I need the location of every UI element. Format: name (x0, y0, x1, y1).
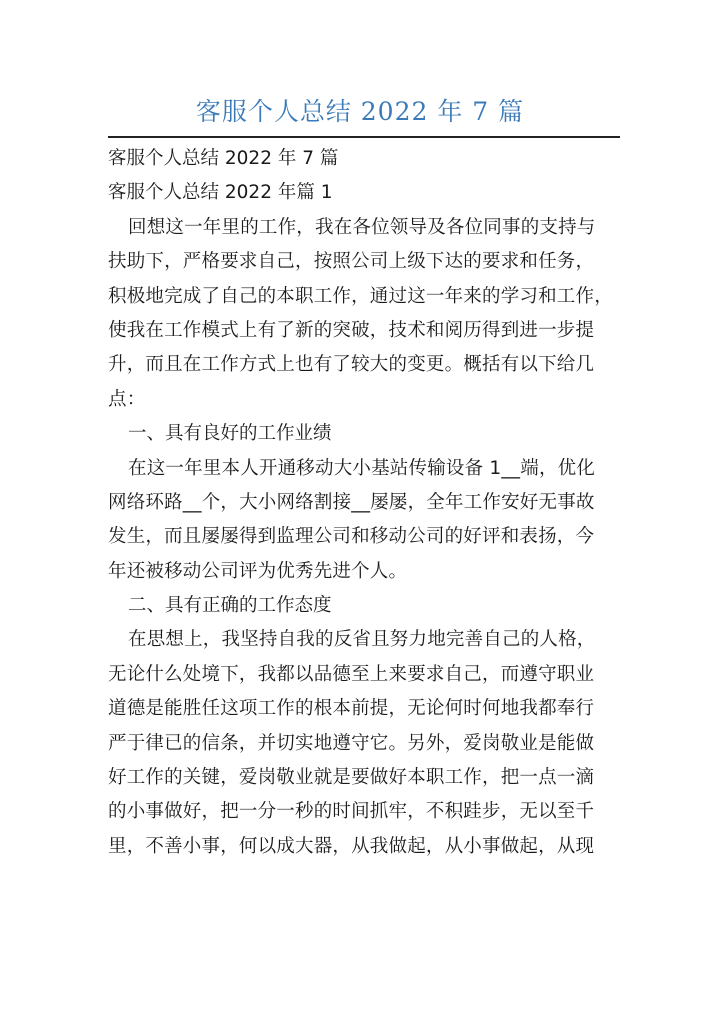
text-line: 严于律已的信条，并切实地遵守它。另外，爱岗敬业是能做 (108, 732, 595, 754)
text-line: 网络环路__个，大小网络割接__屡屡，全年工作安好无事故 (108, 491, 595, 513)
text-line: 扶助下，严格要求自己，按照公司上级下达的要求和任务， (108, 251, 595, 273)
subtitle: 客服个人总结 2022 年 7 篇 (108, 148, 339, 169)
document-body (108, 142, 624, 864)
document-title: 客服个人总结 2022 年 7 篇 (195, 97, 525, 126)
text-line: 道德是能胜任这项工作的根本前提，无论何时何地我都奉行 (108, 698, 595, 720)
text-line: 回想这一年里的工作，我在各位领导及各位同事的支持与 (128, 216, 596, 238)
text-line: 点： (108, 388, 146, 410)
text-line: 在思想上，我坚持自我的反省且努力地完善自己的人格， (128, 629, 596, 651)
text-line: 发生，而且屡屡得到监理公司和移动公司的好评和表扬，今 (108, 526, 595, 548)
text-line: 在这一年里本人开通移动大小基站传输设备 1__端，优化 (128, 457, 596, 479)
title-divider (108, 136, 620, 138)
paragraph-1 (108, 211, 624, 417)
section-title: 客服个人总结 2022 年篇 1 (108, 182, 333, 204)
text-line: 里，不善小事，何以成大器，从我做起，从小事做起，从现 (108, 835, 595, 857)
text-line: 好工作的关键，爱岗敬业就是要做好本职工作，把一点一滴 (108, 767, 595, 789)
text-line: 使我在工作模式上有了新的突破，技术和阅历得到进一步提 (108, 319, 595, 341)
text-line: 积极地完成了自己的本职工作，通过这一年来的学习和工作， (108, 285, 613, 307)
section-heading-1: 一、具有良好的工作业绩 (128, 423, 332, 445)
text-line: 无论什么处境下，我都以品德至上来要求自己，而遵守职业 (108, 663, 595, 685)
paragraph-3 (108, 623, 624, 864)
text-line: 升，而且在工作方式上也有了较大的变更。概括有以下给几 (108, 354, 595, 376)
paragraph-2 (108, 452, 624, 590)
section-heading-2: 二、具有正确的工作态度 (128, 595, 332, 617)
text-line: 年还被移动公司评为优秀先进个人。 (108, 560, 408, 582)
text-line: 的小事做好，把一分一秒的时间抓牢，不积跬步，无以至千 (108, 801, 595, 823)
